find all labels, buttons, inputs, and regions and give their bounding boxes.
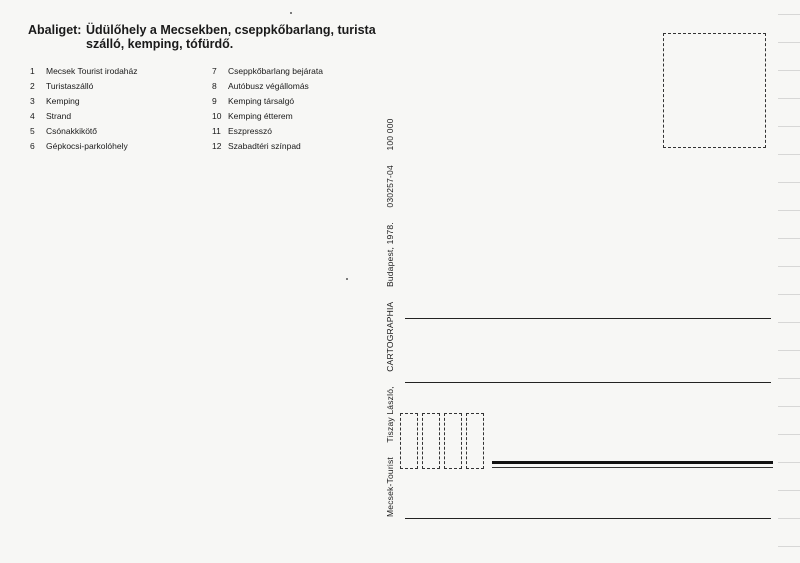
legend-list-right xyxy=(212,64,323,154)
caption-place-name: Abaliget: xyxy=(28,23,82,37)
postal-code-box xyxy=(466,413,484,469)
speck xyxy=(346,278,348,280)
imprint-publisher: Mecsek-Tourist xyxy=(385,457,395,517)
legend-item: 4 Strand xyxy=(30,111,72,121)
postal-code-box xyxy=(444,413,462,469)
imprint-code: 030257-04 xyxy=(385,165,395,208)
legend-item: 6 Gépkocsi-parkolóhely xyxy=(30,141,128,151)
legend-item: 5 Csónakkikötő xyxy=(30,126,98,136)
imprint-author: Tiszay László, xyxy=(385,386,395,443)
legend-item: 1 Mecsek Tourist irodaház xyxy=(30,66,138,76)
paper-edge xyxy=(778,0,800,563)
city-line xyxy=(492,461,773,464)
legend-item: 12 Szabadtéri színpad xyxy=(212,141,301,151)
postal-code-boxes xyxy=(400,413,486,469)
speck xyxy=(290,12,292,14)
legend-item: 11 Eszpresszó xyxy=(212,126,272,136)
legend-item: 2 Turistaszálló xyxy=(30,81,94,91)
legend-item: 8 Autóbusz végállomás xyxy=(212,81,309,91)
caption-description: Üdülőhely a Mecsekben, cseppkőbarlang, turista szálló, kemping, tófürdő. xyxy=(86,23,376,51)
address-line xyxy=(405,518,771,519)
legend-item: 3 Kemping xyxy=(30,96,80,106)
imprint-printer: CARTOGRAPHIA xyxy=(385,301,395,372)
legend-item: 10 Kemping étterem xyxy=(212,111,293,121)
postal-code-box xyxy=(422,413,440,469)
legend-item: 7 Cseppkőbarlang bejárata xyxy=(212,66,323,76)
legend-list-left xyxy=(30,64,138,154)
city-underline xyxy=(492,467,773,468)
address-line xyxy=(405,382,771,383)
postal-code-box xyxy=(400,413,418,469)
imprint-vertical xyxy=(385,106,395,517)
address-line xyxy=(405,318,771,319)
legend-item: 9 Kemping társalgó xyxy=(212,96,295,106)
imprint-place-year: Budapest, 1978. xyxy=(385,222,395,288)
stamp-box xyxy=(663,33,766,148)
imprint-run: 100 000 xyxy=(385,118,395,151)
